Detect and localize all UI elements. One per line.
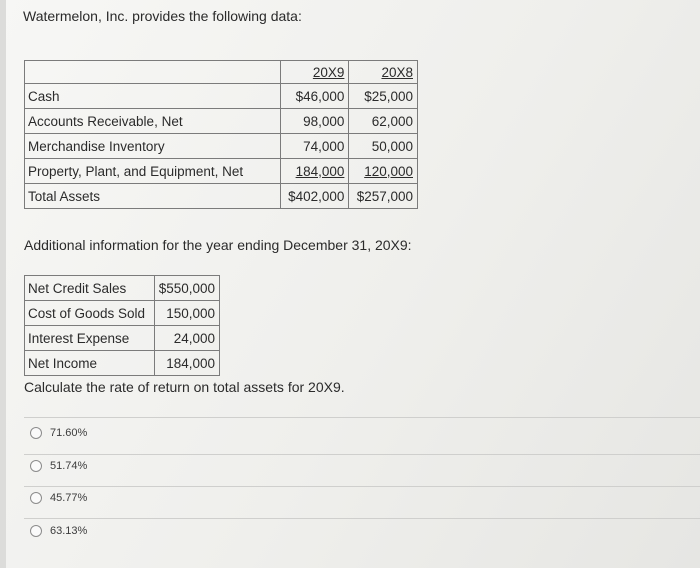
option-label: 71.60% [50,427,88,439]
row-label-accounts-receivable: Accounts Receivable, Net [25,109,281,134]
divider [24,518,700,519]
question-intro: Watermelon, Inc. provides the following data: [23,8,302,24]
cell-net-income: 184,000 [154,351,219,376]
table-row [25,134,418,159]
cell-inventory-20x9: 74,000 [280,134,349,159]
row-label-interest-expense: Interest Expense [25,326,155,351]
left-edge-bar [0,0,6,568]
table-row [25,351,220,376]
radio-button[interactable] [30,525,42,537]
cell-total-20x9: $402,000 [280,184,349,209]
answer-option-3[interactable] [30,492,87,504]
divider [24,454,700,455]
row-label-merchandise-inventory: Merchandise Inventory [25,134,281,159]
radio-button[interactable] [30,460,42,472]
cell-inventory-20x8: 50,000 [349,134,418,159]
table-row [25,84,418,109]
cell-interest-expense: 24,000 [154,326,219,351]
row-label-net-income: Net Income [25,351,155,376]
row-label-ppe: Property, Plant, and Equipment, Net [25,159,281,184]
cell-net-credit-sales: $550,000 [154,276,219,301]
cell-cash-20x9: $46,000 [280,84,349,109]
option-label: 45.77% [50,492,88,504]
table-row [25,326,220,351]
option-label: 51.74% [50,460,88,472]
income-data-table [24,275,220,376]
cell-ppe-20x8: 120,000 [364,163,413,179]
additional-info-text: Additional information for the year ending December 31, 20X9: [24,237,412,253]
radio-button[interactable] [30,492,42,504]
row-label-cash: Cash [25,84,281,109]
row-label-cogs: Cost of Goods Sold [25,301,155,326]
table-row [25,184,418,209]
question-prompt: Calculate the rate of return on total assets for 20X9. [24,379,345,395]
answer-option-2[interactable] [30,460,87,472]
divider [24,486,700,487]
year-header-20x9: 20X9 [312,64,345,80]
table-row [25,159,418,184]
row-label-net-credit-sales: Net Credit Sales [25,276,155,301]
divider [24,417,700,418]
answer-option-1[interactable] [30,427,87,439]
cell-ar-20x9: 98,000 [280,109,349,134]
row-label-total-assets: Total Assets [25,184,281,209]
cell-cash-20x8: $25,000 [349,84,418,109]
table-row [25,109,418,134]
balance-sheet-table [24,60,418,209]
header-blank-cell [25,61,281,84]
option-label: 63.13% [50,525,88,537]
cell-total-20x8: $257,000 [349,184,418,209]
table-row [25,301,220,326]
cell-ppe-20x9: 184,000 [295,163,345,179]
year-header-20x8: 20X8 [381,64,413,80]
answer-option-4[interactable] [30,525,87,537]
balance-sheet-header-row [25,61,418,84]
radio-button[interactable] [30,427,42,439]
cell-ar-20x8: 62,000 [349,109,418,134]
cell-cogs: 150,000 [154,301,219,326]
table-row [25,276,220,301]
